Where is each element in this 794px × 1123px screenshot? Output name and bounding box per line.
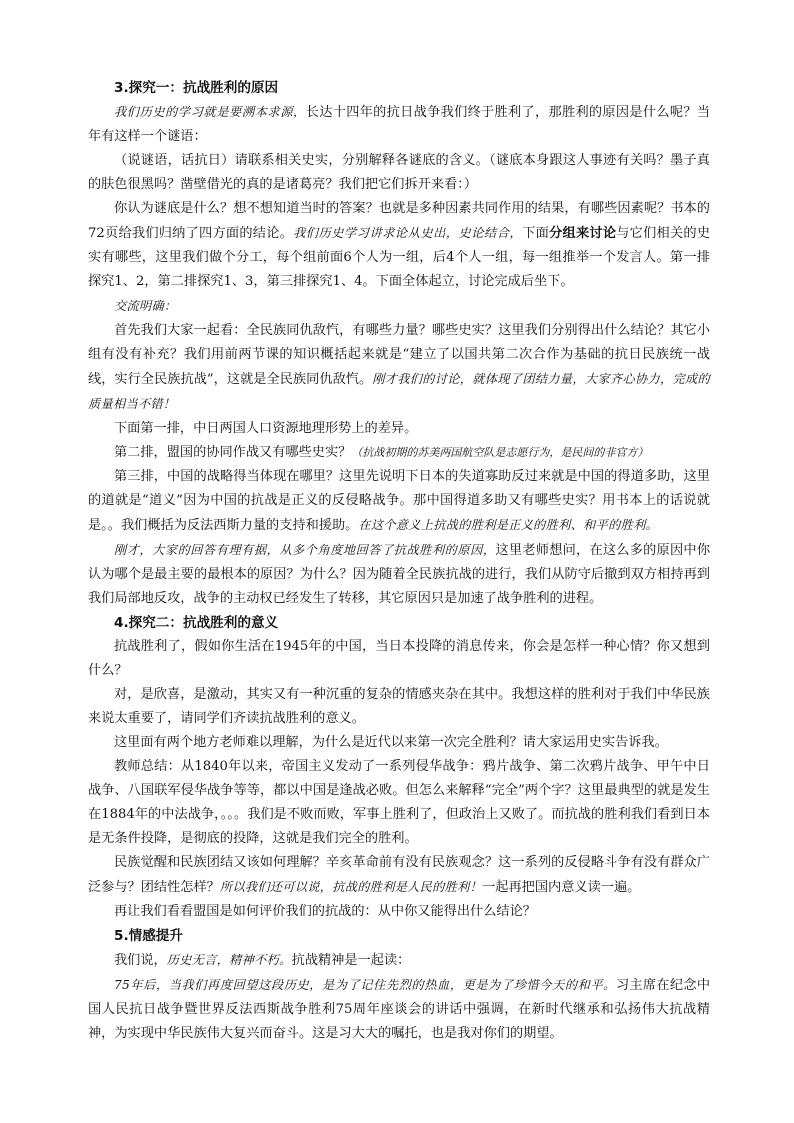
handwritten-note: 在这个意义上抗战的胜利是正义的胜利、和平的胜利。	[358, 518, 659, 532]
section-5-heading: 5.情感提升	[114, 928, 183, 944]
handwritten-note: （抗战初期的苏美两国航空队是志愿行为，是民间的非官方）	[351, 446, 649, 459]
text: 你认为谜底是什么？想不想知道当时的答案？也就是多种因素共同作用的结果，有哪些因素呢？书本的72页给我们归纳了四方面的结论。	[88, 201, 710, 241]
text: 民族觉醒和民族团结又该如何理解？辛亥革命前有没有民族观念？这一系列的反侵略斗争有没有群众广泛参与？团结性怎样？	[88, 855, 710, 895]
paragraph: 抗战胜利了，假如你生活在1945年的中国，当日本投降的消息传来，你会是怎样一种心情？你又想到什么？	[88, 639, 710, 678]
handwritten-note: 我们历史学习讲求论从史出，史论结合，	[293, 226, 523, 240]
text: 这里老师想问，在这么多的原因中你认为哪个是最主要的最根本的原因？为什么？因为随着全民族抗战的进行，我们从防守后撤到双方相持再到我们局部地反攻，战争的主动权已经发生了转移，其它原因只是加速了战争胜利的进程。	[88, 543, 711, 606]
section-3-heading: 3.探究一：抗战胜利的原因	[114, 80, 279, 96]
paragraph	[88, 851, 710, 900]
paragraph	[88, 294, 710, 319]
text: 我们说，	[114, 953, 167, 968]
paragraph: 教师总结：从1840年以来，帝国主义发动了一系列侵华战争：鸦片战争、第二次鸦片战争、甲午中日战争、八国联军侵华战争等等，都以中国是逢战必败。但怎么来解释“完全”两个字？这里最典型的就是发生在1884年的中法战争，。。。我们是不败而败，军事上胜利了，但政治上又败了。而抗战的胜利我们看到日本是无条件投降，是彻底的投降，这就是我们完全的胜利。	[88, 759, 710, 846]
paragraph	[88, 973, 710, 1046]
paragraph	[88, 319, 710, 417]
paragraph: 再让我们看看盟国是如何评价我们的抗战的：从中你又能得出什么结论？	[114, 904, 536, 919]
handwritten-note: 刚才，大家的回答有理有据，从多个角度地回答了抗战胜利的原因，	[114, 543, 496, 557]
paragraph: （说谜语，话抗日）请联系相关史实，分别解释各谜底的含义。（谜底本身跟这人事迹有关吗？墨子真的肤色很黑吗？凿壁借光的真的是诸葛亮？我们把它们拆开来看：）	[88, 153, 710, 192]
handwritten-note: 我们历史的学习就是要溯本求源，	[114, 105, 306, 119]
paragraph: 这里面有两个地方老师难以理解，为什么是近代以来第一次完全胜利？请大家运用史实告诉我。	[114, 735, 668, 750]
paragraph	[88, 197, 710, 294]
handwritten-note: 历史无言，精神不朽。	[166, 953, 292, 967]
paragraph: 下面第一排，中日两国人口资源地理形势上的差异。	[114, 421, 418, 436]
text: 抗战精神是一起读：	[291, 953, 411, 968]
section-4-heading: 4.探究二：抗战胜利的意义	[114, 615, 279, 631]
text: 一起再把国内意义读一遍。	[482, 880, 641, 895]
text: 习主席在纪念中国人民抗日战争暨世界反法西斯战争胜利75周年座谈会的讲话中强调，在新时代继承和弘扬伟大抗战精神，为实现中华民族伟大复兴而奋斗。这是习大大的嘱托，也是我对你们的期望。	[88, 978, 711, 1041]
text: 长达十四年的抗日战争我们终于胜利了，那胜利的原因是什么呢？当年有这样一个谜语：	[88, 105, 710, 144]
handwritten-note: 交流明确：	[114, 299, 177, 313]
bold-text: 分组来讨论	[549, 226, 617, 241]
paragraph: 对，是欣喜，是激动，其实又有一种沉重的复杂的情感夹杂在其中。我想这样的胜利对于我们中华民族来说太重要了，请同学们齐读抗战胜利的意义。	[88, 687, 710, 726]
text: 首先我们大家一起看：全民族同仇敌忾，有哪些力量？哪些史实？这里我们分别得出什么结论？其它小组有没有补充？我们用前两节课的知识概括起来就是“建立了以国共第二次合作为基础的抗日民族统一战线，实行全民族抗战”，这就是全民族同仇敌忾。	[88, 323, 710, 387]
document-body	[88, 76, 710, 1046]
paragraph	[88, 465, 710, 538]
text: 与它们相关的史实有哪些，这里我们做个分工，每个组前面6个人为一组，后4个人一组，每一组推举一个发言人。第一排探究1、2，第二排探究1、3，第三排探究1、4。下面全体起立，讨论完成后坐下。	[88, 226, 711, 289]
handwritten-note: 75年后，当我们再度回望这段历史，是为了记住先烈的热血，更是为了珍惜今天的和平。	[114, 978, 616, 992]
handwritten-note: 刚才我们的讨论，就体现了团结力量，大家齐心协力，完成的质量相当不错！	[88, 372, 710, 411]
paragraph	[88, 441, 710, 465]
paragraph	[88, 538, 710, 611]
text: 第二排，盟国的协同作战又有哪些史实？	[114, 445, 352, 460]
text: 第三排，中国的战略得当体现在哪里？这里先说明下日本的失道寡助反过来就是中国的得道多助，这里的道就是“道义”因为中国的抗战是正义的反侵略战争。那中国得道多助又有哪些史实？用书本上的话说就是。。我们概括为反法西斯力量的支持和援助。	[88, 469, 710, 533]
text: 下面	[522, 226, 550, 241]
paragraph	[88, 100, 710, 149]
handwritten-note: 所以我们还可以说，抗战的胜利是人民的胜利！	[219, 880, 483, 894]
paragraph	[88, 948, 710, 973]
